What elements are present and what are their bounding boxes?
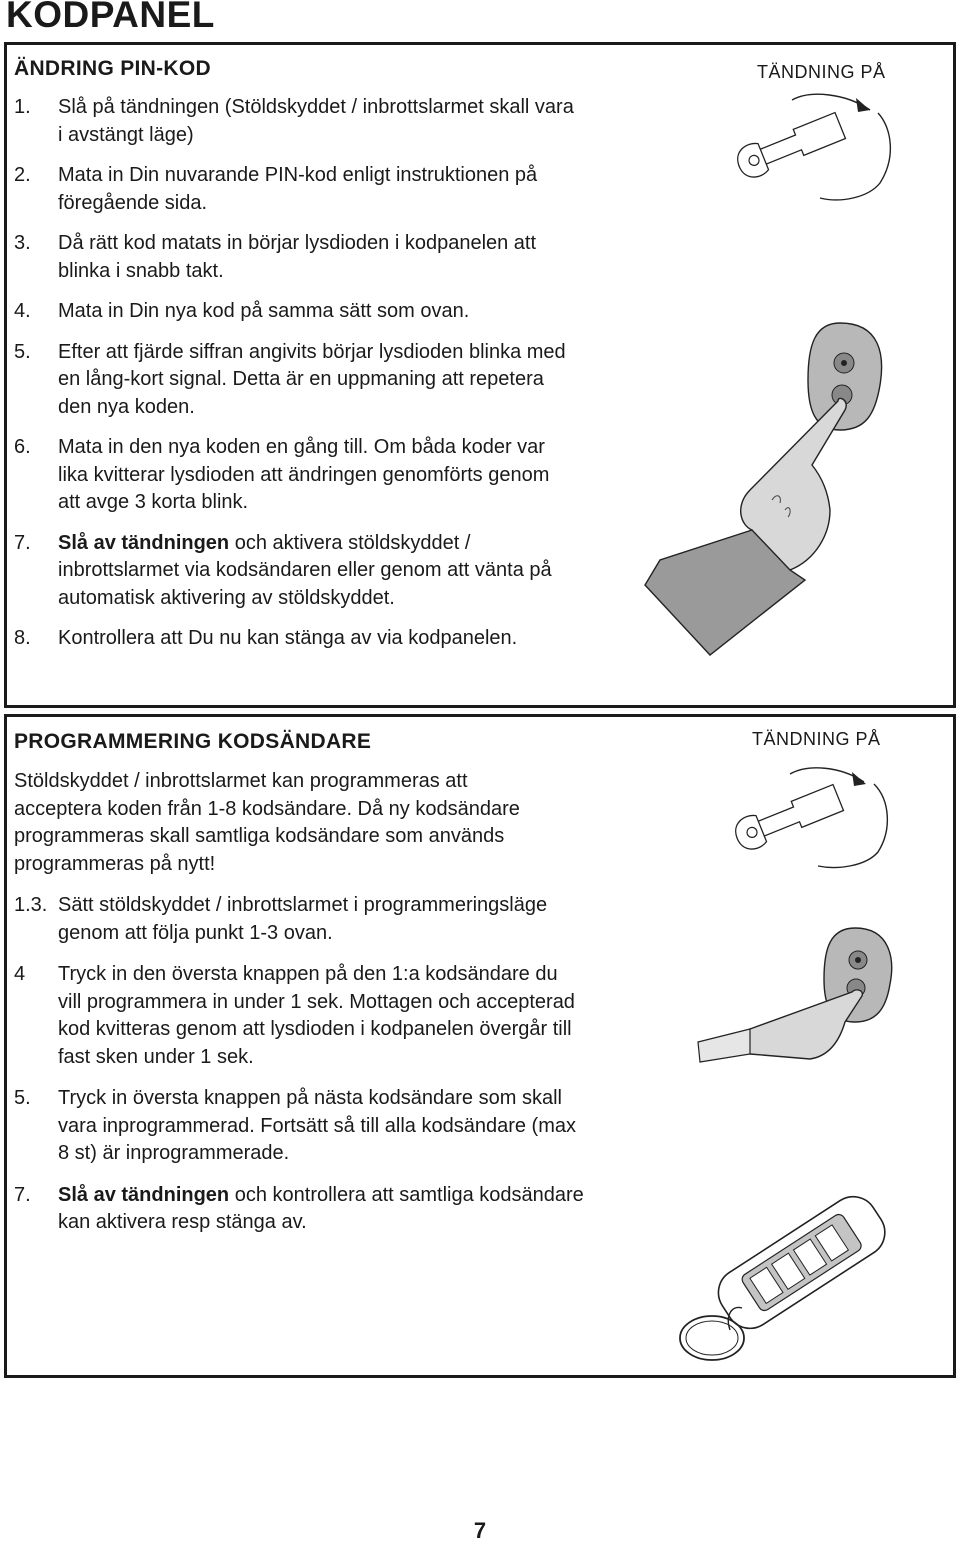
keypad-press-icon [640, 315, 890, 660]
ignition-key-icon [730, 88, 900, 208]
list-item: 7. Slå av tändningen och kontrollera att samtliga kodsändare kan aktivera resp stänga av. [14, 1183, 584, 1233]
list-item: 7. Slå av tändningen och aktivera stöldskyddet / inbrottslarmet via kodsändaren eller genom att vänta på automatisk aktivering av stöldskyddet. [14, 531, 552, 609]
remote-press-icon [690, 924, 900, 1064]
list-item: 6. Mata in den nya koden en gång till. Om båda koder var lika kvitterar lysdioden att ändringen genomförts genom att avge 3 korta blink. [14, 436, 550, 513]
list-item: 1. Slå på tändningen (Stöldskyddet / inbrottslarmet skall vara i avstängt läge) [14, 96, 574, 146]
list-item: 5. Efter att fjärde siffran angivits börjar lysdioden blinka med en lång-kort signal. Detta är en uppmaning att repetera den nya koden. [14, 340, 566, 418]
ignition-label: TÄNDNING PÅ [757, 62, 886, 82]
ignition-label: TÄNDNING PÅ [752, 729, 881, 749]
list-item: 8. Kontrollera att Du nu kan stänga av via kodpanelen. [14, 627, 518, 649]
list-item: 5. Tryck in översta knappen på nästa kodsändare som skall vara inprogrammerad. Fortsätt så till alla kodsändare (max 8 st) är inprogrammerade. [14, 1087, 576, 1164]
page-number: 7 [473, 1518, 487, 1543]
key-fob-icon [670, 1180, 900, 1370]
list-item: 3. Då rätt kod matats in börjar lysdioden i kodpanelen att blinka i snabb takt. [14, 232, 537, 282]
list-item: 4. Mata in Din nya kod på samma sätt som ovan. [14, 300, 470, 322]
section-title-remote-programming: PROGRAMMERING KODSÄNDARE [14, 730, 372, 753]
list-item: 4 Tryck in den översta knappen på den 1:a kodsändare du vill programmera in under 1 sek. Mottagen och accepterad kod kvitteras genom att lysdioden i kodpanelen övergår till fast sken under 1 sek. [14, 963, 575, 1068]
ignition-key-icon [728, 758, 898, 876]
list-item: 2. Mata in Din nuvarande PIN-kod enligt instruktionen på föregående sida. [14, 164, 538, 214]
pin-change-steps [14, 94, 574, 666]
intro-paragraph: Stöldskyddet / inbrottslarmet kan programmeras att acceptera koden från 1-8 kodsändare. Då ny kodsändare programmeras skall samtliga kodsändare som används programmeras på nytt! [14, 770, 520, 875]
section-title-pin-change: ÄNDRING PIN-KOD [14, 57, 211, 80]
remote-programming-steps [14, 892, 584, 1251]
list-item: 1.3. Sätt stöldskyddet / inbrottslarmet i programmeringsläge genom att följa punkt 1-3 ovan. [14, 894, 548, 944]
page-title: KODPANEL [6, 0, 215, 35]
